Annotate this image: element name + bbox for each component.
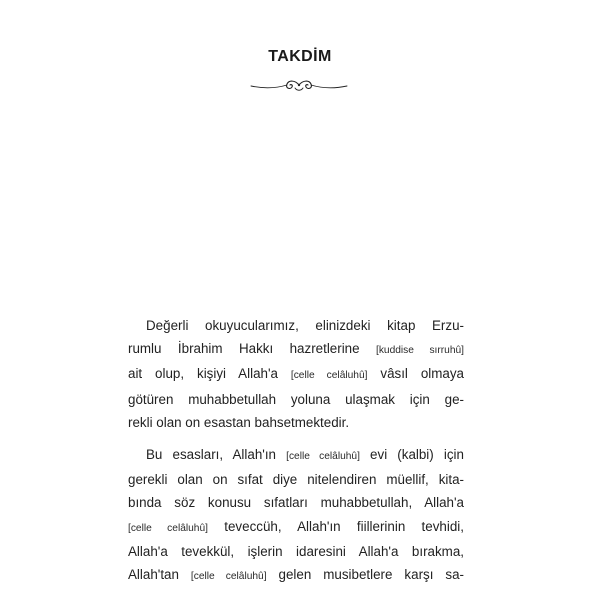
text-line: Allah'tan [celle celâluhû] gelen musibetlere karşı sa- bbox=[128, 567, 465, 583]
paragraph-2 bbox=[128, 443, 464, 588]
honorific-note: [celle celâluhû] bbox=[286, 451, 360, 463]
text-line: bında söz konusu sıfatları muhabbetullah, Allah'a bbox=[128, 495, 464, 511]
honorific-note: [celle celâluhû] bbox=[190, 571, 267, 583]
page-title: TAKDİM bbox=[268, 48, 332, 65]
text-line: rekli olan on esastan bahsetmektedir. bbox=[128, 414, 350, 430]
text-line: [celle celâluhû] teveccüh, Allah'ın fiillerinin tevhidi, bbox=[128, 518, 464, 534]
text-line: ait olup, kişiyi Allah'a [celle celâluhû] vâsıl olmaya bbox=[128, 366, 464, 382]
text-line: rumlu İbrahim Hakkı hazretlerine [kuddise sırruhû] bbox=[128, 341, 465, 357]
paragraph-1 bbox=[128, 314, 464, 434]
text-line: gerekli olan on sıfat diye nitelendiren müellif, kita- bbox=[128, 472, 464, 488]
body-text bbox=[128, 314, 464, 588]
text-line: Allah'a tevekkül, işlerin idaresini Allah'a bırakma, bbox=[128, 543, 464, 559]
honorific-note: [celle celâluhû] bbox=[128, 522, 208, 534]
honorific-note: [celle celâluhû] bbox=[290, 370, 368, 382]
text-line: götüren muhabbetullah yoluna ulaşmak için ge- bbox=[128, 391, 464, 407]
text-line: Bu esasları, Allah'ın [celle celâluhû] evi (kalbi) için bbox=[146, 447, 464, 463]
text-line: Değerli okuyucularımız, elinizdeki kitap Erzu- bbox=[146, 318, 464, 333]
honorific-note: [kuddise sırruhû] bbox=[376, 345, 465, 357]
swirl-ornament-icon bbox=[249, 76, 349, 96]
